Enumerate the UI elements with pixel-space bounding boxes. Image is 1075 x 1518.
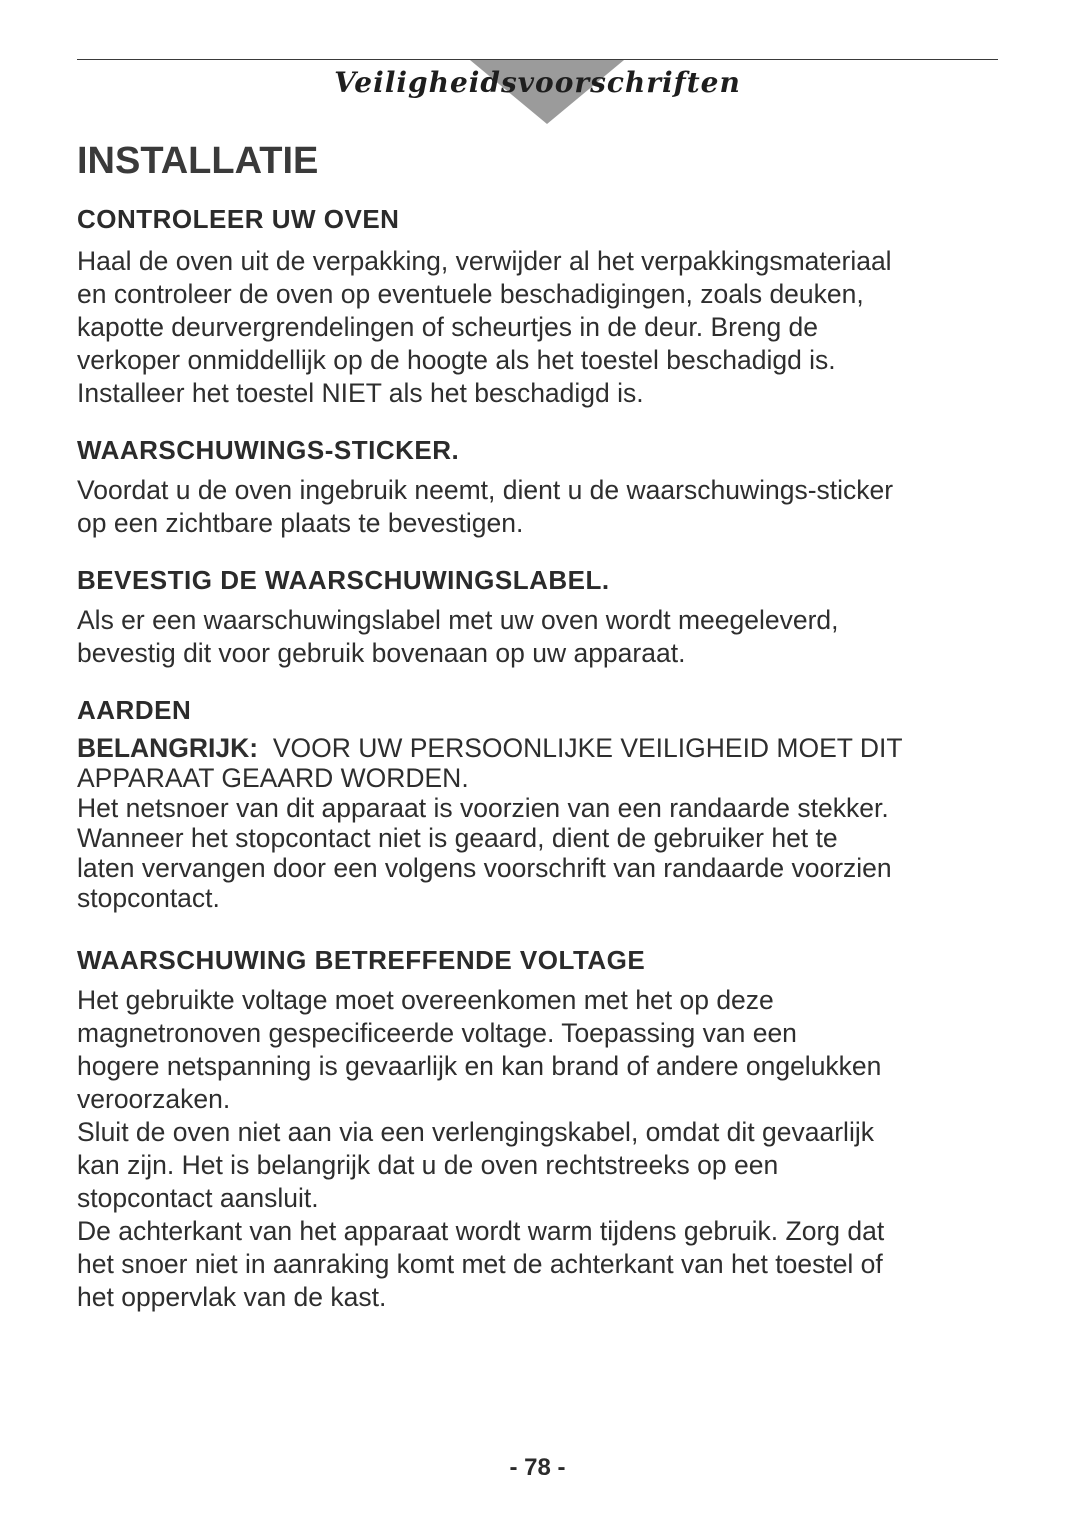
text-line: De achterkant van het apparaat wordt warm tijdens gebruik. Zorg dat [77,1216,885,1246]
text-line: stopcontact aansluit. [77,1183,319,1213]
text-line: verkoper onmiddellijk op de hoogte als het toestel beschadigd is. [77,345,836,375]
text-line [77,733,1007,763]
text-line: Sluit de oven niet aan via een verlengingskabel, omdat dit gevaarlijk [77,1117,874,1147]
text-line: veroorzaken. [77,1084,231,1114]
text-line: stopcontact. [77,883,220,913]
heading-sticker: WAARSCHUWINGS-STICKER. [77,435,460,465]
text-line: Installeer het toestel NIET als het beschadigd is. [77,378,644,408]
text-line: het snoer niet in aanraking komt met de achterkant van het toestel of [77,1249,883,1279]
page-title: INSTALLATIE [77,140,319,182]
text-line: hogere netspanning is gevaarlijk en kan brand of andere ongelukken [77,1051,882,1081]
text-line: APPARAAT GEAARD WORDEN. [77,763,469,793]
heading-controleer: CONTROLEER UW OVEN [77,204,400,234]
text-line: kan zijn. Het is belangrijk dat u de oven rechtstreeks op een [77,1150,779,1180]
text-line: Wanneer het stopcontact niet is geaard, dient de gebruiker het te [77,823,838,853]
heading-label: BEVESTIG DE WAARSCHUWINGSLABEL. [77,565,610,595]
paragraph-sticker [77,474,1007,540]
text-line: Het netsnoer van dit apparaat is voorzien van een randaarde stekker. [77,793,889,823]
running-header: Veiligheidsvoorschriften [334,66,741,99]
text-line: Als er een waarschuwingslabel met uw oven wordt meegeleverd, [77,605,839,635]
text-line: magnetronoven gespecificeerde voltage. Toepassing van een [77,1018,797,1048]
text-line: op een zichtbare plaats te bevestigen. [77,508,524,538]
paragraph-voltage [77,984,1007,1314]
heading-aarden: AARDEN [77,695,192,725]
heading-voltage: WAARSCHUWING BETREFFENDE VOLTAGE [77,945,646,975]
paragraph-controleer [77,245,1007,410]
important-label: BELANGRIJK: [77,733,259,763]
text-line: Voordat u de oven ingebruik neemt, dient u de waarschuwings-sticker [77,475,894,505]
text-line: Het gebruikte voltage moet overeenkomen met het op deze [77,985,774,1015]
text-line: het oppervlak van de kast. [77,1282,387,1312]
text-line: en controleer de oven op eventuele beschadigingen, zoals deuken, [77,279,864,309]
paragraph-label [77,604,1007,670]
text-line: laten vervangen door een volgens voorschrift van randaarde voorzien [77,853,892,883]
important-text: VOOR UW PERSOONLIJKE VEILIGHEID MOET DIT [272,733,903,763]
text-line: Haal de oven uit de verpakking, verwijder al het verpakkingsmateriaal [77,246,892,276]
text-line: bevestig dit voor gebruik bovenaan op uw apparaat. [77,638,686,668]
page-number: - 78 - [509,1454,566,1481]
paragraph-aarden [77,733,1007,913]
text-line: kapotte deurvergrendelingen of scheurtjes in de deur. Breng de [77,312,819,342]
